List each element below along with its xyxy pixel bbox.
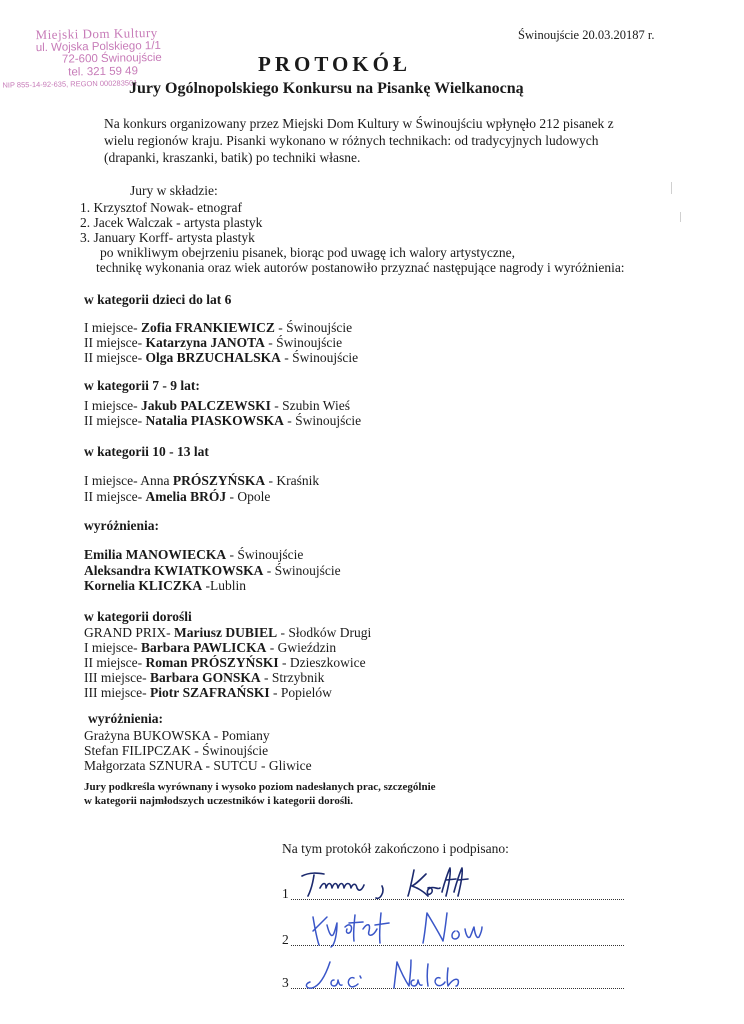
closing-statement: Jury podkreśla wyrównany i wysoko poziom nadesłanych prac, szczególnie — [84, 781, 436, 793]
winner-first-name: Roman — [145, 655, 188, 670]
jury-member-role: - artysta plastyk — [172, 215, 263, 230]
award-prefix: I miejsce- — [84, 640, 141, 655]
winner-place: - Świnoujście — [280, 350, 359, 365]
signature-heading: Na tym protokół zakończono i podpisano: — [282, 841, 509, 856]
winner-place: - Świnoujście — [190, 743, 269, 758]
award-prefix: I miejsce- — [84, 320, 141, 335]
award-entry — [84, 320, 352, 336]
winner-last-name: PRÓSZYŃSKA — [172, 473, 266, 488]
winner-place: - Świnoujście — [283, 413, 362, 428]
stamp-line: ul. Wojska Polskiego 1/1 — [35, 39, 161, 54]
winner-place: - Świnoujście — [226, 547, 304, 562]
jury-member-number: 2. — [80, 215, 91, 230]
award-entry — [84, 413, 361, 429]
award-prefix: I miejsce- — [84, 473, 141, 488]
signature-krzysztof-nowak — [305, 905, 525, 951]
award-prefix: III miejsce- — [84, 670, 150, 685]
stamp-line: 72-600 Świnoujście — [61, 51, 162, 66]
winner-first-name: Aleksandra — [84, 563, 151, 578]
winner-first-name: Mariusz — [174, 625, 223, 640]
stamp-line: NIP 855-14-92-635, REGON 000283501 — [2, 78, 138, 90]
stamp-line: tel. 321 59 49 — [68, 64, 139, 79]
decision-text: technikę wykonania oraz wiek autorów postanowiło przyznać następujące nagrody i wyróżnienia: — [96, 260, 625, 275]
winner-last-name: KWIATKOWSKA — [154, 563, 264, 578]
scan-mark — [680, 212, 681, 222]
jury-member-number: 3. — [80, 230, 91, 245]
award-entry — [84, 685, 332, 701]
category-heading: wyróżnienia: — [88, 711, 163, 726]
award-entry — [84, 473, 319, 489]
winner-first-name: Małgorzata — [84, 758, 146, 773]
winner-first-name: Piotr — [149, 685, 180, 700]
winner-place: - Świnoujście — [264, 335, 343, 350]
winner-last-name: KLICZKA — [138, 578, 203, 593]
category-heading: w kategorii dorośli — [84, 609, 192, 624]
winner-place: - Świnoujście — [274, 320, 353, 335]
winner-last-name: PALCZEWSKI — [180, 398, 271, 413]
winner-first-name: Jakub — [140, 398, 178, 413]
jury-member — [80, 200, 242, 216]
award-prefix: II miejsce- — [84, 655, 146, 670]
award-prefix: II miejsce- — [84, 335, 146, 350]
category-heading: w kategorii 7 - 9 lat: — [84, 378, 200, 393]
winner-last-name: SZNURA - SUTCU — [148, 758, 258, 773]
award-entry — [84, 335, 342, 351]
award-entry — [84, 547, 303, 563]
jury-member-number: 1. — [80, 200, 91, 215]
award-entry — [84, 578, 246, 594]
award-entry — [84, 350, 358, 366]
winner-first-name: Katarzyna — [145, 335, 207, 350]
winner-first-name: Grażyna — [84, 728, 130, 743]
award-entry — [84, 670, 324, 686]
jury-member — [80, 230, 255, 246]
winner-place: - Gwieździn — [266, 640, 337, 655]
jury-member-role: - etnograf — [189, 200, 242, 215]
winner-place: - Świnoujście — [263, 563, 341, 578]
winner-place: - Popielów — [269, 685, 332, 700]
winner-last-name: BUKOWSKA — [133, 728, 211, 743]
jury-member-name: Jacek Walczak — [93, 215, 173, 230]
winner-last-name: DUBIEL — [225, 625, 278, 640]
winner-first-name: Kornelia — [84, 578, 135, 593]
winner-last-name: PIASKOWSKA — [190, 413, 284, 428]
award-entry — [84, 625, 371, 641]
signature-number: 3 — [282, 975, 289, 990]
document-subtitle: Jury Ogólnopolskiego Konkursu na Pisankę Wielkanocną — [129, 80, 524, 97]
winner-first-name: Natalia — [145, 413, 188, 428]
winner-place: - Szubin Wieś — [270, 398, 350, 413]
award-entry — [84, 655, 366, 671]
award-entry — [84, 398, 350, 414]
scan-mark — [671, 182, 672, 194]
award-entry — [84, 640, 336, 656]
winner-last-name: FRANKIEWICZ — [175, 320, 275, 335]
jury-member-role: - artysta plastyk — [168, 230, 255, 245]
winner-place: - Strzybnik — [260, 670, 325, 685]
winner-first-name: Anna — [140, 473, 170, 488]
award-prefix: I miejsce- — [84, 398, 141, 413]
winner-last-name: MANOWIECKA — [125, 547, 227, 562]
winner-place: -Lublin — [202, 578, 247, 593]
award-prefix: GRAND PRIX- — [84, 625, 175, 640]
award-prefix: II miejsce- — [84, 350, 146, 365]
winner-place: - Gliwice — [257, 758, 312, 773]
award-prefix: II miejsce- — [84, 489, 146, 504]
award-entry — [84, 728, 270, 744]
winner-last-name: BRÓJ — [190, 489, 227, 504]
winner-last-name: JANOTA — [210, 335, 265, 350]
category-heading: w kategorii dzieci do lat 6 — [84, 292, 232, 307]
winner-place: - Opole — [226, 489, 271, 504]
document-title: PROTOKÓŁ — [258, 52, 411, 76]
signature-january-korff — [296, 864, 496, 904]
jury-member — [80, 215, 262, 231]
award-entry — [84, 563, 341, 579]
winner-last-name: SZAFRAŃSKI — [182, 685, 270, 700]
winner-first-name: Zofia — [140, 320, 172, 335]
closing-statement: w kategorii najmłodszych uczestników i kategorii dorośli. — [84, 795, 353, 807]
winner-place: - Słodków Drugi — [277, 625, 372, 640]
winner-place: - Dzieszkowice — [278, 655, 366, 670]
award-prefix: III miejsce- — [84, 685, 150, 700]
category-heading: wyróżnienia: — [84, 518, 159, 533]
jury-member-name: Krzysztof Nowak — [93, 200, 190, 215]
winner-first-name: Olga — [145, 350, 174, 365]
winner-last-name: BRZUCHALSKA — [176, 350, 281, 365]
intro-paragraph: Na konkurs organizowany przez Miejski Dom Kultury w Świnoujściu wpłynęło 212 pisanek z wielu regionów kraju. Pisanki wykonano w różnych technikach: od tradycyjnych ludowych (drapanki, kraszanki, batik) po techniki własne. — [104, 116, 614, 165]
award-entry — [84, 758, 312, 774]
winner-first-name: Barbara — [140, 640, 190, 655]
winner-place: - Pomiany — [210, 728, 270, 743]
winner-first-name: Amelia — [145, 489, 187, 504]
signature-number: 2 — [282, 932, 289, 947]
place-date: Świnoujście 20.03.20187 r. — [518, 28, 655, 42]
award-entry — [84, 489, 270, 505]
jury-member-name: January Korff — [93, 230, 169, 245]
jury-heading: Jury w składzie: — [130, 183, 218, 198]
signature-jacek-walczak — [300, 954, 500, 996]
stamp-line: Miejski Dom Kultury — [35, 24, 158, 43]
winner-last-name: GONSKA — [202, 670, 261, 685]
winner-last-name: PAWLICKA — [193, 640, 267, 655]
winner-last-name: PRÓSZYŃSKI — [190, 655, 279, 670]
signature-number: 1 — [282, 886, 289, 901]
winner-first-name: Stefan — [84, 743, 119, 758]
winner-last-name: FILIPCZAK — [121, 743, 191, 758]
award-prefix: II miejsce- — [84, 413, 146, 428]
category-heading: w kategorii 10 - 13 lat — [84, 444, 209, 459]
winner-place: - Kraśnik — [265, 473, 320, 488]
winner-first-name: Barbara — [149, 670, 199, 685]
winner-first-name: Emilia — [84, 547, 123, 562]
award-entry — [84, 743, 268, 759]
decision-text: po wnikliwym obejrzeniu pisanek, biorąc pod uwagę ich walory artystyczne, — [100, 245, 515, 260]
